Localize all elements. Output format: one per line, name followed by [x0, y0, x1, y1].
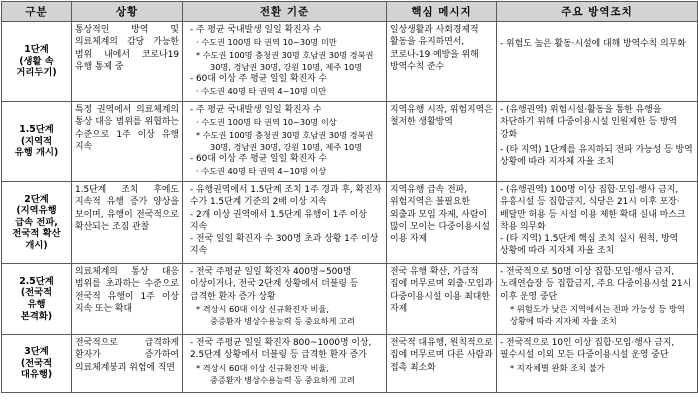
- measure-note: * 위험도가 낮은 지역에서는 전파 가능성 등 방역 상황에 따라 지자체 자율 조치: [510, 303, 685, 327]
- header-stage: 구분: [2, 2, 72, 22]
- stage-desc: 유행 개시): [14, 147, 59, 159]
- criteria-note: * 수도권 100명 충청권 30명 호남권 30명 경북권: [196, 49, 374, 60]
- stage-desc: 유행: [27, 299, 46, 310]
- criteria-note: 중증환자 병상수용능력 등 중요하게 고려: [210, 374, 355, 385]
- criteria-cell: [183, 335, 387, 393]
- stage-name: 2.5단계: [19, 275, 54, 287]
- criteria-note: * 격상시 60대 이상 신규확진자 비율,: [196, 362, 329, 373]
- header-message: 핵심 메시지: [387, 2, 497, 22]
- measure-item: - 전국적으로 10인 이상 집합·모임·행사 금지, 필수시설 이외 모든 다중이용시설 운영 중단: [500, 338, 675, 361]
- stage-cell: [2, 102, 72, 182]
- message-cell: 지역유행 급속 전파, 위험지역은 불필요한 외출과 모임 자제, 사람이 많이 모이는 다중이용시설 이용 자제: [387, 182, 497, 264]
- stage-cell: [2, 264, 72, 335]
- header-measures: 주요 방역조치: [497, 2, 698, 22]
- criteria-line: · 수도권 40명 타 권역 4~10명 이상: [196, 166, 327, 177]
- stage-desc: 개시): [25, 239, 48, 251]
- criteria-line: - 2개 이상 권역에서 1.5단계 유행이 1주 이상 지속: [190, 209, 367, 232]
- criteria-line: - 주 평균 국내발생 일일 확진자 수: [190, 105, 322, 115]
- criteria-cell: [183, 182, 387, 264]
- measure-item: - (타 지역) 1.5단계 핵심 조치 실시 원칙, 방역 상황에 따라 지자체 자율 조치: [500, 234, 679, 257]
- message-cell: 지역유행 시작, 위험지역은 철저한 생활방역: [387, 102, 497, 182]
- criteria-line: - 주 평균 국내발생 일일 확진자 수: [190, 25, 322, 35]
- stage-desc: (지역유행: [16, 205, 57, 217]
- situation-cell: 전국적으로 급격하게 환자가 증가하여 의료체계붕괴 위험에 직면: [72, 335, 183, 393]
- stage-desc: (전국적: [20, 357, 53, 369]
- situation-cell: 의료체계의 통상 대응 범위를 초과하는 수준으로 전국적 유행이 1주 이상 지속 또는 확대: [72, 264, 183, 335]
- criteria-cell: [183, 102, 387, 182]
- measures-cell: [497, 182, 698, 264]
- criteria-line: - 전국 주평균 일일 확진자 800~1000명 이상, 2.5단계 상황에서 더블링 등 급격한 환자 증가: [190, 338, 372, 361]
- stage-desc: 대유행): [20, 369, 53, 381]
- measure-item: - (유행권역) 100명 이상 집합·모임·행사 금지, 유흥시설 등 집합금지, 식당은 21시 이후 포장·배달만 허용 등 시설 이용 제한 확대 실내 마스크 착용 의무화: [500, 185, 686, 232]
- stage-cell: [2, 182, 72, 264]
- table-row: [2, 22, 698, 102]
- criteria-line: - 60대 이상 주 평균 일일 확진자 수: [190, 74, 328, 85]
- criteria-line: - 60대 이상 주 평균 일일 확진자 수: [190, 154, 328, 165]
- stage-name: 2단계: [24, 193, 49, 205]
- criteria-line: · 수도권 100명 타 권역 10~30명 미만: [196, 37, 337, 48]
- distancing-stage-table: [1, 1, 698, 393]
- criteria-note: 30명, 경남권 30명, 강원 10명, 제주 10명: [210, 141, 363, 152]
- message-cell: 전국적 대유행, 원칙적으로 집에 머무르며 다른 사람과 접촉 최소화: [387, 335, 497, 393]
- stage-name: 3단계: [24, 346, 49, 358]
- situation-cell: 1.5단계 조치 후에도 지속적 유행 증가 양상을 보이며, 유행이 전국적으로 확산되는 조짐 관찰: [72, 182, 183, 264]
- stage-desc: (생활 속: [19, 55, 54, 67]
- measure-note: * 지자체별 완화 조치 불가: [510, 362, 605, 373]
- measure-item: - 위험도 높은 활동·시설에 대해 방역수칙 의무화: [500, 39, 686, 49]
- measures-cell: [497, 102, 698, 182]
- message-cell: 일상생활과 사회경제적 활동을 유지하면서, 코로나-19 예방을 위해 방역수칙 준수: [387, 22, 497, 102]
- table-row: [2, 264, 698, 335]
- stage-desc: 거리두기): [16, 67, 57, 79]
- measure-item: - (타 지역) 1단계를 유지하되 전파 가능성 등 방역 상황에 따라 지자체 자율 조치: [500, 144, 693, 168]
- table-row: [2, 102, 698, 182]
- criteria-note: 중증환자 병상수용능력 등 중요하게 고려: [210, 316, 355, 327]
- stage-desc: 본격화): [20, 310, 53, 322]
- criteria-line: · 수도권 40명 타 권역 4~10명 미만: [196, 86, 327, 97]
- stage-desc: (전국적: [20, 287, 53, 299]
- stage-name: 1.5단계: [19, 124, 54, 136]
- criteria-line: - 전국 일일 확진자 수 300명 초과 상황 1주 이상 지속: [190, 234, 379, 257]
- criteria-note: * 수도권 100명 충청권 30명 호남권 30명 경북권: [196, 129, 374, 140]
- situation-cell: 통상적인 방역 및 의료체계의 감당 가능한 범위 내에서 코로나19 유행 통제 중: [72, 22, 183, 102]
- message-cell: 전국 유행 확산, 가급적 집에 머무르며 외출·모임과 다중이용시설 이용 최대한 자제: [387, 264, 497, 335]
- criteria-line: - 유행권역에서 1.5단계 조치 1주 경과 후, 확진자 수가 1.5단계 기준의 2배 이상 지속: [190, 185, 382, 208]
- stage-desc: (지역적: [20, 135, 53, 147]
- header-row: [2, 2, 698, 22]
- header-criteria: 전환 기준: [183, 2, 387, 22]
- stage-cell: [2, 22, 72, 102]
- measure-item: - (유행권역) 위험시설·활동을 통한 유행을 차단하기 위해 다중이용시설 인원제한 등 방역 강화: [500, 105, 677, 140]
- header-situation: 상황: [72, 2, 183, 22]
- stage-desc: 급속 전파,: [15, 216, 58, 228]
- measures-cell: [497, 22, 698, 102]
- criteria-cell: [183, 264, 387, 335]
- stage-name: 1단계: [24, 44, 49, 56]
- criteria-cell: [183, 22, 387, 102]
- criteria-note: 30명, 경남권 30명, 강원 10명, 제주 10명: [210, 61, 363, 72]
- table-row: [2, 182, 698, 264]
- stage-desc: 전국적 확산: [12, 228, 61, 240]
- measures-cell: [497, 264, 698, 335]
- situation-cell: 특정 권역에서 의료체계의 통상 대응 범위를 위협하는 수준으로 1주 이상 유행 지속: [72, 102, 183, 182]
- criteria-line: - 전국 주평균 일일 확진자 400명~500명 이상이거나, 전국 2단계 상황에서 더블링 등 급격한 환자 증가 상황: [190, 267, 359, 302]
- stage-cell: [2, 335, 72, 393]
- table-row: [2, 335, 698, 393]
- measure-item: - 전국적으로 50명 이상 집합·모임·행사 금지, 노래연습장 등 집합금지, 주요 다중이용시설 21시 이후 운영 중단: [500, 267, 692, 302]
- criteria-note: * 격상시 60대 이상 신규확진자 비율,: [196, 303, 329, 314]
- measures-cell: [497, 335, 698, 393]
- criteria-line: · 수도권 100명 타 권역 10~30명 이상: [196, 117, 337, 128]
